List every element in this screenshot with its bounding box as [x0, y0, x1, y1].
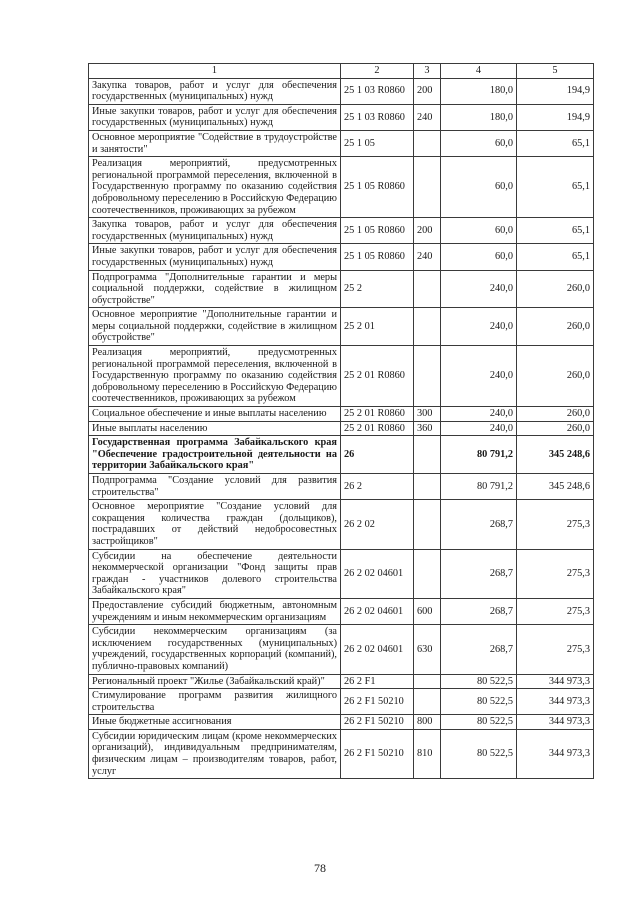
row-expense-type: 630	[414, 625, 441, 674]
row-expense-type: 240	[414, 104, 441, 130]
row-amount-col5: 65,1	[517, 130, 594, 156]
row-expense-type	[414, 689, 441, 715]
row-amount-col4: 80 791,2	[441, 474, 517, 500]
row-expense-type: 600	[414, 598, 441, 624]
row-amount-col5: 260,0	[517, 308, 594, 346]
table-row	[89, 130, 594, 156]
row-expense-type: 240	[414, 244, 441, 270]
row-name: Иные закупки товаров, работ и услуг для обеспечения государственных (муниципальных) нужд	[89, 104, 341, 130]
table-row	[89, 421, 594, 436]
table-row	[89, 346, 594, 407]
row-amount-col4: 268,7	[441, 625, 517, 674]
row-expense-type	[414, 346, 441, 407]
table-row	[89, 625, 594, 674]
table-row	[89, 104, 594, 130]
row-amount-col4: 80 522,5	[441, 715, 517, 730]
row-name: Основное мероприятие "Содействие в трудоустройстве и занятости"	[89, 130, 341, 156]
row-code: 25 1 05	[341, 130, 414, 156]
row-expense-type	[414, 308, 441, 346]
row-expense-type: 360	[414, 421, 441, 436]
row-amount-col4: 60,0	[441, 157, 517, 218]
row-expense-type	[414, 270, 441, 308]
row-name: Реализация мероприятий, предусмотренных региональной программой переселения, включенной в Государственную программу по оказанию содействия добровольному переселению в Российскую Федерацию соотечественников, проживающих за рубежом	[89, 346, 341, 407]
table-row	[89, 436, 594, 474]
table-row	[89, 78, 594, 104]
table-row	[89, 689, 594, 715]
row-code: 25 1 05 R0860	[341, 244, 414, 270]
row-code: 26 2 02 04601	[341, 625, 414, 674]
row-expense-type: 200	[414, 78, 441, 104]
row-code: 25 2 01 R0860	[341, 346, 414, 407]
row-code: 26 2 F1 50210	[341, 689, 414, 715]
header-col-1: 1	[89, 64, 341, 79]
row-name: Подпрограмма "Дополнительные гарантии и меры социальной поддержки, содействие в жилищном обустройстве"	[89, 270, 341, 308]
row-amount-col4: 240,0	[441, 407, 517, 422]
row-amount-col4: 240,0	[441, 421, 517, 436]
header-col-2: 2	[341, 64, 414, 79]
row-expense-type: 810	[414, 729, 441, 778]
row-name: Иные закупки товаров, работ и услуг для обеспечения государственных (муниципальных) нужд	[89, 244, 341, 270]
row-expense-type	[414, 436, 441, 474]
table-row	[89, 729, 594, 778]
row-name: Стимулирование программ развития жилищного строительства	[89, 689, 341, 715]
row-amount-col4: 180,0	[441, 104, 517, 130]
row-amount-col5: 344 973,3	[517, 674, 594, 689]
row-name: Субсидии некоммерческим организациям (за исключением государственных (муниципальных) учреждений, государственных корпораций (компаний), публично-правовых компаний)	[89, 625, 341, 674]
row-name: Социальное обеспечение и иные выплаты населению	[89, 407, 341, 422]
row-amount-col5: 344 973,3	[517, 715, 594, 730]
row-code: 26 2 F1 50210	[341, 715, 414, 730]
row-amount-col5: 65,1	[517, 244, 594, 270]
row-code: 26 2 F1 50210	[341, 729, 414, 778]
budget-table-body	[89, 64, 594, 779]
row-code: 26	[341, 436, 414, 474]
row-amount-col5: 345 248,6	[517, 474, 594, 500]
row-code: 25 1 05 R0860	[341, 157, 414, 218]
row-expense-type	[414, 549, 441, 598]
row-amount-col5: 65,1	[517, 157, 594, 218]
row-code: 26 2 02	[341, 500, 414, 549]
row-amount-col5: 260,0	[517, 421, 594, 436]
row-amount-col5: 275,3	[517, 598, 594, 624]
row-name: Государственная программа Забайкальского края "Обеспечение градостроительной деятельности на территории Забайкальского края"	[89, 436, 341, 474]
row-code: 25 2 01 R0860	[341, 421, 414, 436]
row-amount-col5: 275,3	[517, 500, 594, 549]
row-name: Предоставление субсидий бюджетным, автономным учреждениям и иным некоммерческим организациям	[89, 598, 341, 624]
row-amount-col4: 268,7	[441, 500, 517, 549]
row-amount-col5: 260,0	[517, 270, 594, 308]
row-amount-col4: 80 522,5	[441, 689, 517, 715]
row-code: 25 1 05 R0860	[341, 218, 414, 244]
table-row	[89, 244, 594, 270]
row-amount-col4: 268,7	[441, 598, 517, 624]
row-code: 25 2 01 R0860	[341, 407, 414, 422]
row-amount-col4: 60,0	[441, 218, 517, 244]
row-expense-type: 300	[414, 407, 441, 422]
table-row	[89, 218, 594, 244]
row-amount-col5: 275,3	[517, 549, 594, 598]
row-name: Реализация мероприятий, предусмотренных региональной программой переселения, включенной в Государственную программу по оказанию содействия добровольному переселению в Российскую Федерацию соотечественников, проживающих за рубежом	[89, 157, 341, 218]
row-expense-type	[414, 500, 441, 549]
table-row	[89, 474, 594, 500]
row-name: Основное мероприятие "Дополнительные гарантии и меры социальной поддержки, содействие в жилищном обустройстве"	[89, 308, 341, 346]
page-number: 78	[314, 861, 326, 875]
row-amount-col5: 345 248,6	[517, 436, 594, 474]
row-amount-col4: 80 522,5	[441, 729, 517, 778]
row-amount-col5: 344 973,3	[517, 729, 594, 778]
row-code: 25 2 01	[341, 308, 414, 346]
table-row	[89, 715, 594, 730]
header-col-5: 5	[517, 64, 594, 79]
row-expense-type	[414, 674, 441, 689]
row-amount-col5: 65,1	[517, 218, 594, 244]
row-name: Субсидии юридическим лицам (кроме некоммерческих организаций), индивидуальным предпринимателям, физическим лицам – производителям товаров, работ, услуг	[89, 729, 341, 778]
row-amount-col5: 194,9	[517, 104, 594, 130]
table-row	[89, 270, 594, 308]
row-code: 25 2	[341, 270, 414, 308]
table-header-row	[89, 64, 594, 79]
row-expense-type: 800	[414, 715, 441, 730]
row-name: Региональный проект "Жилье (Забайкальский край)"	[89, 674, 341, 689]
row-amount-col4: 240,0	[441, 270, 517, 308]
header-col-4: 4	[441, 64, 517, 79]
row-expense-type	[414, 157, 441, 218]
row-code: 26 2 F1	[341, 674, 414, 689]
row-amount-col4: 268,7	[441, 549, 517, 598]
row-name: Закупка товаров, работ и услуг для обеспечения государственных (муниципальных) нужд	[89, 78, 341, 104]
row-expense-type	[414, 130, 441, 156]
row-amount-col4: 180,0	[441, 78, 517, 104]
budget-document	[88, 63, 593, 779]
row-amount-col4: 240,0	[441, 346, 517, 407]
table-row	[89, 598, 594, 624]
row-code: 25 1 03 R0860	[341, 104, 414, 130]
row-code: 25 1 03 R0860	[341, 78, 414, 104]
header-col-3: 3	[414, 64, 441, 79]
table-row	[89, 500, 594, 549]
table-row	[89, 674, 594, 689]
table-row	[89, 407, 594, 422]
row-amount-col4: 60,0	[441, 244, 517, 270]
row-code: 26 2 02 04601	[341, 598, 414, 624]
budget-table	[88, 63, 594, 779]
row-amount-col4: 80 522,5	[441, 674, 517, 689]
row-code: 26 2 02 04601	[341, 549, 414, 598]
row-expense-type: 200	[414, 218, 441, 244]
row-amount-col5: 275,3	[517, 625, 594, 674]
row-name: Закупка товаров, работ и услуг для обеспечения государственных (муниципальных) нужд	[89, 218, 341, 244]
table-row	[89, 157, 594, 218]
row-amount-col4: 240,0	[441, 308, 517, 346]
row-amount-col5: 194,9	[517, 78, 594, 104]
row-amount-col5: 344 973,3	[517, 689, 594, 715]
row-name: Подпрограмма "Создание условий для развития строительства"	[89, 474, 341, 500]
row-amount-col5: 260,0	[517, 407, 594, 422]
row-name: Основное мероприятие "Создание условий для сокращения количества граждан (дольщиков), пострадавших от действий недобросовестных застройщиков"	[89, 500, 341, 549]
row-name: Иные бюджетные ассигнования	[89, 715, 341, 730]
row-amount-col4: 80 791,2	[441, 436, 517, 474]
row-name: Субсидии на обеспечение деятельности некоммерческой организации "Фонд защиты прав граждан - участников долевого строительства Забайкальского края"	[89, 549, 341, 598]
table-row	[89, 549, 594, 598]
row-amount-col4: 60,0	[441, 130, 517, 156]
row-code: 26 2	[341, 474, 414, 500]
row-name: Иные выплаты населению	[89, 421, 341, 436]
row-amount-col5: 260,0	[517, 346, 594, 407]
table-row	[89, 308, 594, 346]
row-expense-type	[414, 474, 441, 500]
